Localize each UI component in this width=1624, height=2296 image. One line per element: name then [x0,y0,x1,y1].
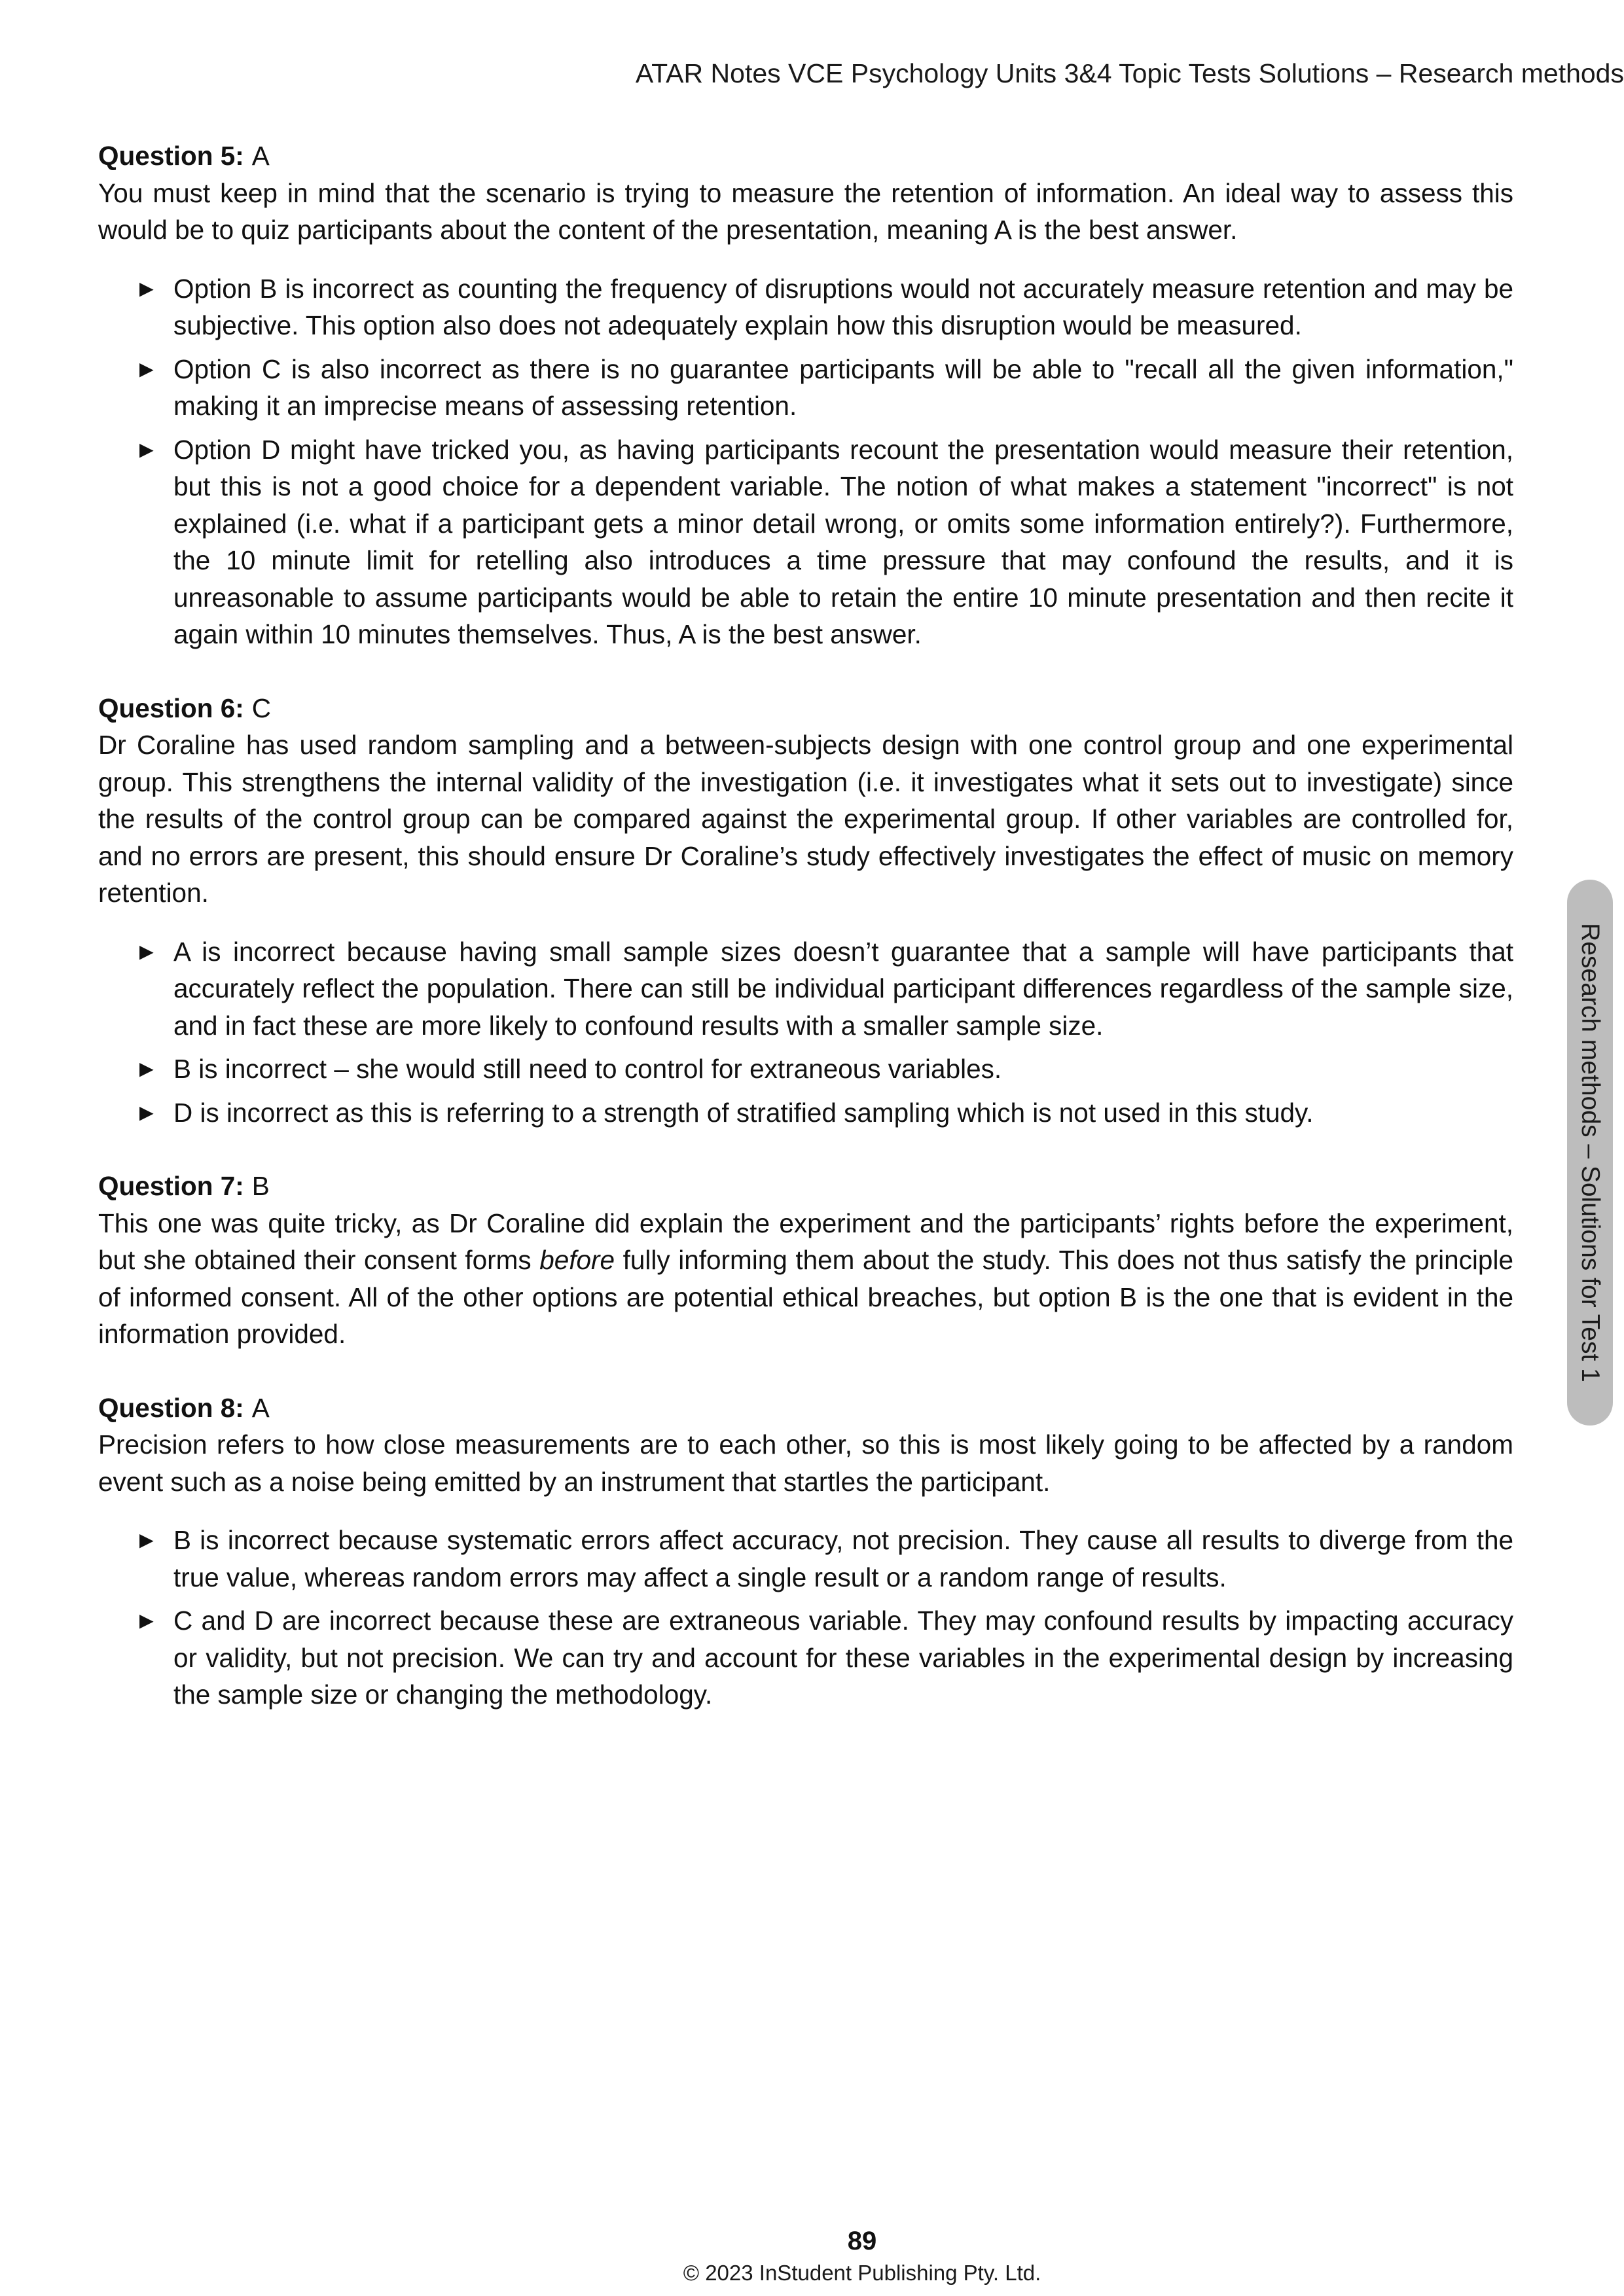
question-8 [98,1390,1513,1713]
question-5 [98,137,1513,653]
question-heading [98,1390,1513,1427]
triangle-bullet-icon: ► [135,1055,158,1082]
list-item [98,1094,1513,1132]
explanation-paragraph: Dr Coraline has used random sampling and a between-subjects design with one control group and one experimental group. This strengthens the internal validity of the investigation (i.e. it investigates what it sets out to investigate) since the results of the control group can be compared against the experimental group. If other variables are controlled for, and no errors are present, this should ensure Dr Coraline’s study effectively investigates the effect of music on memory retention. [98,730,1513,908]
triangle-bullet-icon: ► [135,1526,158,1553]
list-item-text: Option D might have tricked you, as having participants recount the presentation would measure their retention, but this is not a good choice for a dependent variable. The notion of what makes a statement "incorrect" is not explained (i.e. what if a participant gets a minor detail wrong, or omits some information entirely?). Furthermore, the 10 minute limit for retelling also introduces a time pressure that may confound the results, and it is unreasonable to assume participants would be able to retain the entire 10 minute presentation and then recite it again within 10 minutes themselves. Thus, A is the best answer. [173,434,1513,649]
triangle-bullet-icon: ► [135,1607,158,1634]
list-item [98,1050,1513,1088]
list-item [98,1522,1513,1596]
list-item-text: B is incorrect because systematic errors affect accuracy, not precision. They cause all results to diverge from the true value, whereas random errors may affect a single result or a random range of results. [173,1525,1513,1592]
question-7 [98,1168,1513,1353]
triangle-bullet-icon: ► [135,435,158,463]
question-answer: A [251,1392,270,1423]
question-label: Question 8: [98,1392,244,1423]
explanation-text: This one was quite tricky, as Dr Coraline did explain the experiment and the participants’ rights before the experiment, but she obtained their consent forms [98,1208,1513,1275]
question-heading [98,690,1513,727]
explanation-paragraph: You must keep in mind that the scenario is trying to measure the retention of information. An ideal way to assess this would be to quiz participants about the content of the presentation, meaning A is the best answer. [98,177,1513,245]
list-item [98,1602,1513,1713]
option-list [98,270,1513,653]
list-item [98,270,1513,344]
list-item-text: A is incorrect because having small sample sizes doesn’t guarantee that a sample will have participants that accurately reflect the population. There can still be individual participant differences regardless of the sample size, and in fact these are more likely to confound results with a smaller sample size. [173,936,1513,1041]
question-label: Question 6: [98,692,244,723]
page-content [98,137,1513,1713]
question-answer: C [251,692,272,723]
triangle-bullet-icon: ► [135,274,158,302]
emphasis-text: before [539,1245,615,1275]
question-6 [98,690,1513,1132]
running-header: ATAR Notes VCE Psychology Units 3&4 Topic Tests Solutions – Research methods [635,58,1624,88]
explanation-paragraph: Precision refers to how close measurements are to each other, so this is most likely going to be affected by a random event such as a noise being emitted by an instrument that startles the participant. [98,1429,1513,1497]
question-answer: B [251,1171,270,1201]
triangle-bullet-icon: ► [135,1098,158,1126]
option-list [98,1522,1513,1713]
list-item-text: D is incorrect as this is referring to a strength of stratified sampling which is not used in this study. [173,1097,1314,1128]
section-side-tab-label: Research methods – Solutions for Test 1 [1576,923,1604,1382]
copyright-notice: © 2023 InStudent Publishing Pty. Ltd. [683,2261,1041,2285]
triangle-bullet-icon: ► [135,355,158,382]
question-heading [98,1168,1513,1205]
option-list [98,933,1513,1132]
question-label: Question 7: [98,1171,244,1201]
page-number: 89 [847,2227,877,2255]
question-answer: A [251,141,270,171]
question-heading [98,137,1513,175]
triangle-bullet-icon: ► [135,937,158,965]
list-item-text: Option C is also incorrect as there is no guarantee participants will be able to "recall all the given information," making it an imprecise means of assessing retention. [173,353,1513,421]
list-item-text: Option B is incorrect as counting the frequency of disruptions would not accurately measure retention and may be subjective. This option also does not adequately explain how this disruption would be measured. [173,273,1513,340]
list-item-text: B is incorrect – she would still need to control for extraneous variables. [173,1054,1002,1084]
explanation-paragraph [98,1205,1513,1353]
list-item [98,933,1513,1045]
list-item [98,351,1513,425]
explanation-text: fully informing them about the study. This does not thus satisfy the principle of informed consent. All of the other options are potential ethical breaches, but option B is the one that is evident in the information provided. [98,1245,1513,1349]
list-item [98,431,1513,653]
list-item-text: C and D are incorrect because these are extraneous variable. They may confound results by impacting accuracy or validity, but not precision. We can try and account for these variables in the experimental design by increasing the sample size or changing the methodology. [173,1605,1513,1710]
question-label: Question 5: [98,141,244,171]
